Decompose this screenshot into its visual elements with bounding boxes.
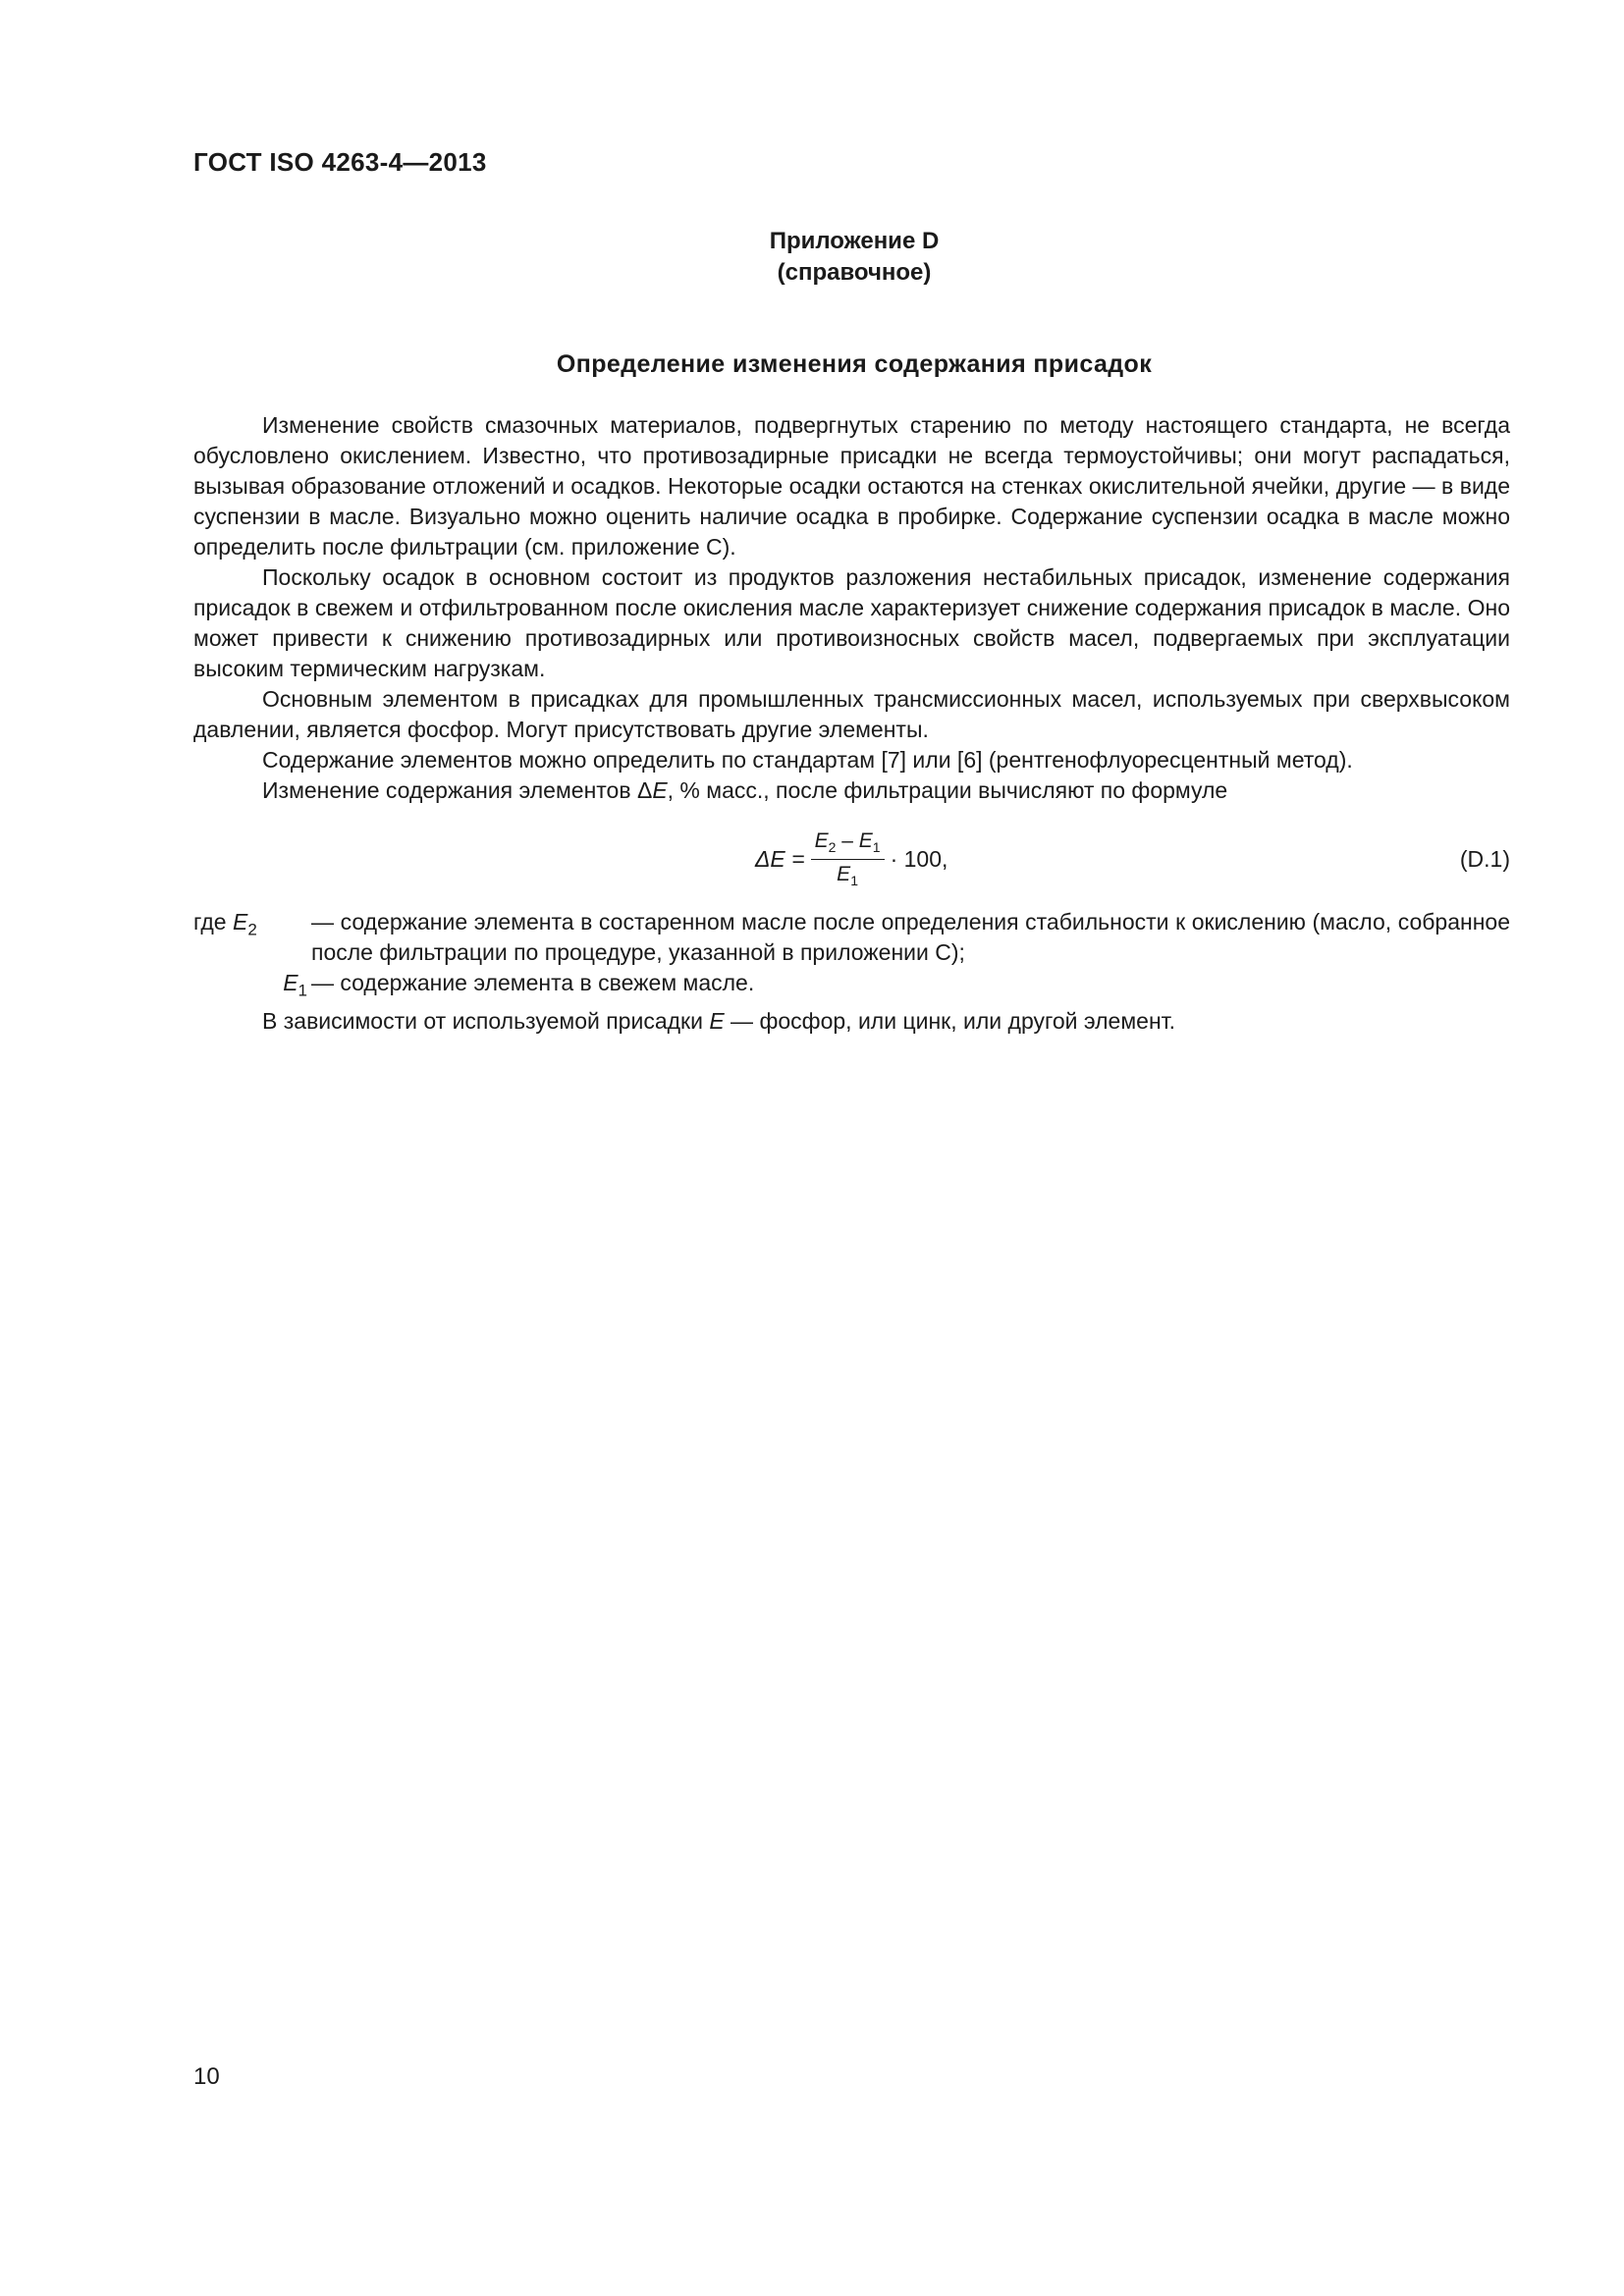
definition-symbol: E — [283, 970, 298, 995]
definitions — [193, 907, 1510, 1037]
paragraph: Основным элементом в присадках для промышленных трансмиссионных масел, используемых при сверхвысоком давлении, является фосфор. Могут присутствовать другие элементы. — [193, 686, 1510, 742]
fraction-numerator: $E_2 - E_1$ — [811, 829, 885, 859]
paragraph: Изменение свойств смазочных материалов, подвергнутых старению по методу настоящего стандарта, не всегда обусловлено окислением. Известно, что противозадирные присадки не всегда термоустойчивы; они могут распадаться, вызывая образование отложений и осадков. Некоторые осадки остаются на стенках окислительной ячейки, другие — в виде суспензии в масле. Визуально можно оценить наличие осадка в пробирке. Содержание суспензии осадка в масле можно определить после фильтрации (см. приложение C). — [193, 412, 1510, 560]
fraction-denominator: $E_1$ — [837, 862, 858, 888]
definition-symbol: E — [232, 909, 248, 934]
definition-text: — содержание элемента в свежем масле. — [311, 970, 755, 995]
body-text — [193, 410, 1510, 806]
closing-note: В зависимости от используемой присадки E — фосфор, или цинк, или другой элемент. — [262, 1007, 1176, 1034]
formula-intro: Изменение содержания элементов ΔE, % масс., после фильтрации вычисляют по формуле — [262, 777, 1228, 803]
definition-lead: где — [193, 909, 227, 934]
paragraph: Поскольку осадок в основном состоит из продуктов разложения нестабильных присадок, изменение содержания присадок в свежем и отфильтрованном после окисления масле характеризует снижение содержания присадок в масле. Оно может привести к снижению противозадирных или противоизносных свойств масел, подвергаемых при эксплуатации высоким термическим нагрузкам. — [193, 564, 1510, 681]
formula-row — [193, 825, 1510, 893]
definition-text: — содержание элемента в состаренном масле после определения стабильности к окислению (масло, собранное после фильтрации по процедуре, указанной в приложении C); — [311, 909, 1510, 965]
section-title: Определение изменения содержания присадок — [556, 350, 1153, 378]
annex-heading — [0, 226, 1624, 289]
formula-fraction — [811, 829, 885, 887]
formula — [755, 825, 947, 893]
definition-row: где $E_2$ — содержание элемента в состаренном масле после определения стабильности к окислению (масло, собранное после фильтрации по процедуре, указанной в приложении C); — [193, 907, 1510, 968]
formula-tail: · 100, — [890, 845, 948, 872]
document-code: ГОСТ ISO 4263-4—2013 — [193, 147, 487, 177]
paragraph: Содержание элементов можно определить по стандартам [7] или [6] (рентгенофлуоресцентный метод). — [262, 747, 1353, 773]
formula-number: (D.1) — [1459, 846, 1510, 872]
formula-lhs: ΔE = — [755, 845, 805, 872]
annex-status: (справочное) — [777, 259, 932, 286]
page-number: 10 — [193, 2063, 220, 2090]
annex-title: Приложение D — [769, 228, 940, 254]
definition-row: $E_1$ — содержание элемента в свежем масле. — [193, 968, 1510, 1006]
